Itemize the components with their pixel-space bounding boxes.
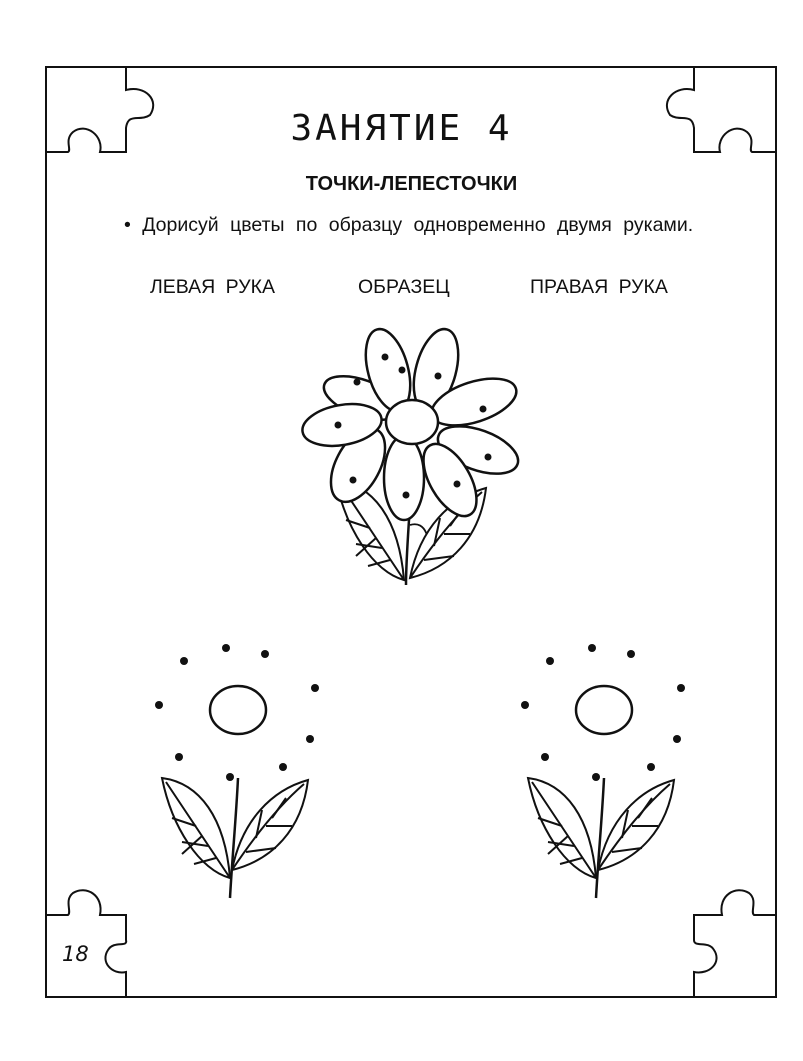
sample-flower-icon (299, 324, 524, 585)
dotted-flower-icon (155, 644, 319, 898)
right-hand-label: ПРАВАЯ РУКА (530, 276, 668, 298)
left-hand-label: ЛЕВАЯ РУКА (150, 276, 275, 298)
page-number: 18 (62, 942, 89, 966)
lesson-title: ЗАНЯТИЕ 4 (290, 108, 513, 149)
instruction-text: • Дорисуй цветы по образцу одновременно двумя руками. (124, 214, 694, 236)
sample-label: ОБРАЗЕЦ (358, 276, 450, 298)
page-frame (46, 67, 776, 997)
puzzle-corner-icon (694, 890, 776, 997)
dotted-flower-icon (521, 644, 685, 898)
exercise-subtitle: ТОЧКИ-ЛЕПЕСТОЧКИ (305, 173, 518, 195)
